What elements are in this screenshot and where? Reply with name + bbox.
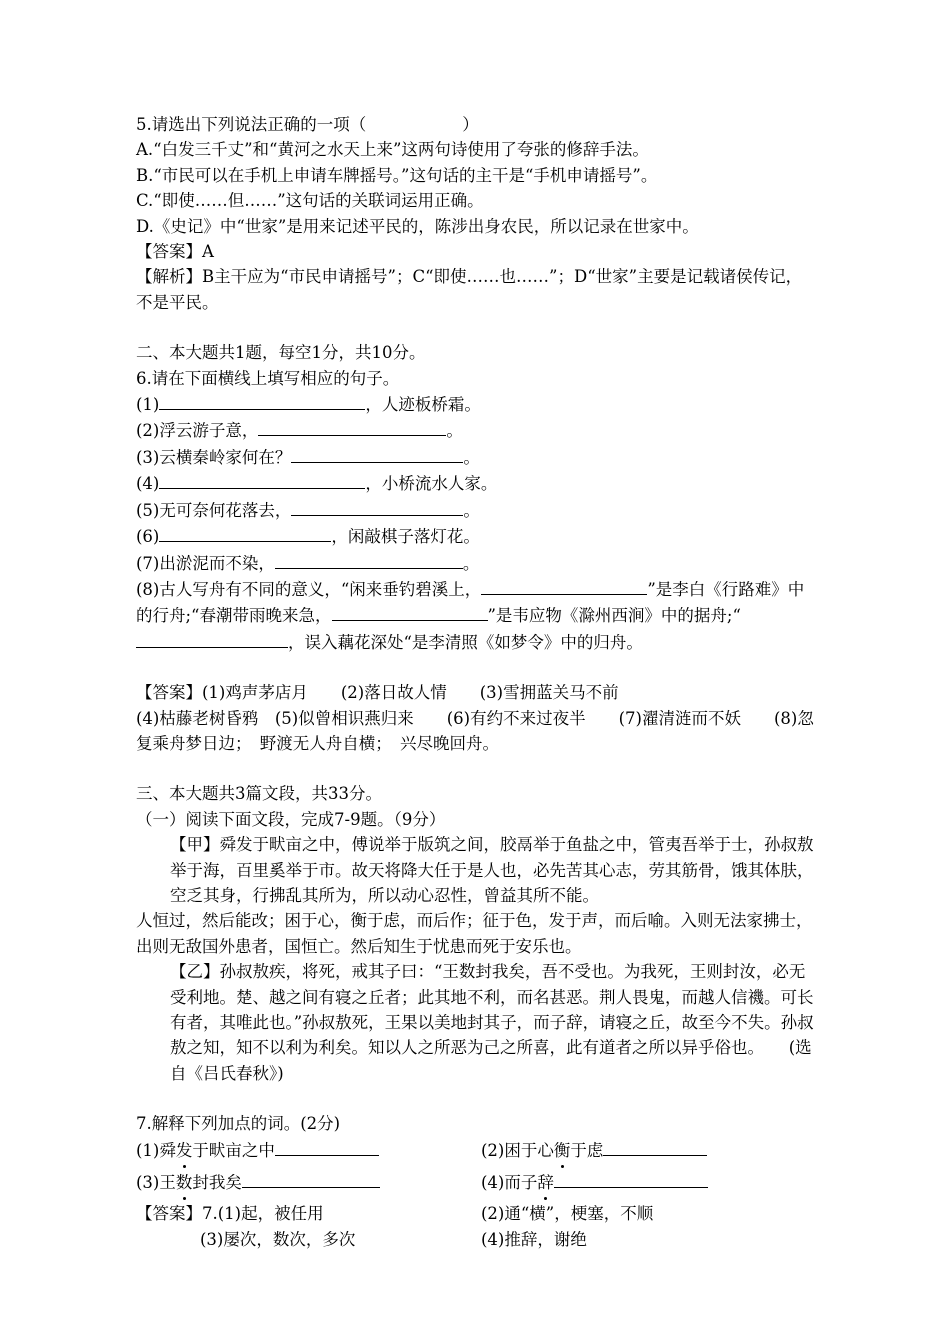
q7-item-2: (2)困于心衡于虑 xyxy=(481,1137,707,1163)
fill-blank[interactable] xyxy=(332,602,488,621)
q6-answer-line-1: 【答案】(1)鸡声茅店月 (2)落日故人情 (3)雪拥蓝关马不前 xyxy=(136,683,619,703)
q5-stem: 5.请选出下列说法正确的一项（ ） xyxy=(136,115,479,134)
fill-blank[interactable] xyxy=(159,391,365,410)
q7-item-1: (1)舜发于畎亩之中 xyxy=(136,1137,481,1163)
q6-item-2: (2)浮云游子意， 。 xyxy=(136,417,816,443)
q6-stem: 6.请在下面横线上填写相应的句子。 xyxy=(136,368,400,388)
q6-item-7: (7)出淤泥而不染， 。 xyxy=(136,550,816,576)
document-page xyxy=(136,112,816,1252)
q6-item-6: (6) ，闲敲棋子落灯花。 xyxy=(136,523,816,549)
fill-blank[interactable] xyxy=(159,523,331,542)
q5-option-d: D.《史记》中“世家”是用来记述平民的，陈涉出身农民，所以记录在世家中。 xyxy=(136,216,699,236)
q7-answer-4: (4)推辞，谢绝 xyxy=(481,1229,587,1249)
passage-jia-continued: 人恒过，然后能改；困于心，衡于虑，而后作；征于色，发于声，而后喻。入则无法家拂士，出则无敌国外患者，国恒亡。然后知生于忧患而死于安乐也。 xyxy=(136,911,813,956)
fill-blank[interactable] xyxy=(242,1169,380,1188)
q6-item-3: (3)云横秦岭家何在？ 。 xyxy=(136,444,816,470)
q7-answer-3: (3)屡次，数次，多次 xyxy=(200,1229,356,1249)
q7-answer-2: (2)通“横”，梗塞，不顺 xyxy=(481,1204,654,1224)
q5-option-b: B.“市民可以在手机上申请车牌摇号。”这句话的主干是“手机申请摇号”。 xyxy=(136,165,658,185)
fill-blank[interactable] xyxy=(275,550,463,569)
q6-item-5: (5)无可奈何花落去， 。 xyxy=(136,497,816,523)
dotted-word: 数 xyxy=(176,1170,193,1195)
q5-option-c: C.“即使……但……”这句话的关联词运用正确。 xyxy=(136,191,484,211)
part3-heading: 三、本大题共3篇文段，共33分。 xyxy=(136,784,382,804)
q7-row-2 xyxy=(136,1169,816,1195)
q7-answer-1: 【答案】7.(1)起，被任用 xyxy=(136,1204,324,1224)
q7-item-4: (4)而子辞 xyxy=(481,1169,708,1195)
fill-blank[interactable] xyxy=(291,497,463,516)
q6-item-1: (1) ，人迹板桥霜。 xyxy=(136,391,816,417)
q5-answer: 【答案】A xyxy=(136,242,214,262)
q6-item-8: (8)古人写舟有不同的意义，“闲来垂钓碧溪上， ”是李白《行路难》中的行舟;“春潮带雨晚来急， ”是韦应物《滁州西涧》中的据舟;“，误入藕花深处“是李清照《如梦令》中的归舟。 xyxy=(136,576,816,655)
q7-row-1 xyxy=(136,1137,816,1163)
fill-blank[interactable] xyxy=(481,576,647,595)
dotted-word: 辞 xyxy=(537,1170,554,1195)
fill-blank[interactable] xyxy=(554,1169,708,1188)
q7-answer-row-2 xyxy=(136,1227,816,1252)
dotted-word: 衡 xyxy=(554,1138,571,1163)
fill-blank[interactable] xyxy=(291,444,463,463)
fill-blank[interactable] xyxy=(603,1137,707,1156)
q5-option-a: A.“白发三千丈”和“黄河之水天上来”这两句诗使用了夸张的修辞手法。 xyxy=(136,140,649,160)
q6-answer-line-2: (4)枯藤老树昏鸦 (5)似曾相识燕归来 (6)有约不来过夜半 (7)濯清涟而不妖 (8)忽复乘舟梦日边； 野渡无人舟自横； 兴尽晚回舟。 xyxy=(136,708,814,753)
fill-blank[interactable] xyxy=(258,417,446,436)
fill-blank[interactable] xyxy=(136,629,288,648)
passage-yi: 【乙】孙叔敖疾，将死，戒其子曰：“王数封我矣，吾不受也。为我死，王则封汝，必无受利地。楚、越之间有寝之丘者；此其地不利，而名甚恶。荆人畏鬼，而越人信禨。可长有者，其唯此也。”孙叔敖死，王果以美地封其子，而子辞，请寝之丘，故至今不失。孙叔敖之知，知不以利为利矣。知以人之所恶为己之所喜，此有道者之所以异乎俗也。 (选自《吕氏春秋》) xyxy=(170,962,814,1083)
fill-blank[interactable] xyxy=(159,470,365,489)
fill-blank[interactable] xyxy=(275,1137,379,1156)
passage-jia: 【甲】舜发于畎亩之中，傅说举于版筑之间，胶鬲举于鱼盐之中，管夷吾举于士，孙叔敖举于海，百里奚举于市。故天将降大任于是人也，必先苦其心志，劳其筋骨，饿其体肤，空乏其身，行拂乱其所为，所以动心忍性，曾益其所不能。 xyxy=(170,835,814,905)
q6-item-4: (4) ，小桥流水人家。 xyxy=(136,470,816,496)
part2-heading: 二、本大题共1题，每空1分，共10分。 xyxy=(136,343,426,363)
q7-answer-row-1 xyxy=(136,1201,816,1226)
q7-stem: 7.解释下列加点的词。(2分) xyxy=(136,1114,341,1134)
dotted-word: 发 xyxy=(176,1138,193,1163)
q5-analysis: 【解析】B主干应为“市民申请摇号”；C“即使……也……”；D“世家”主要是记载诸侯传记，不是平民。 xyxy=(136,267,803,312)
passage-sub-heading: （一）阅读下面文段，完成7-9题。（9分） xyxy=(136,809,446,829)
q7-item-3: (3)王数封我矣 xyxy=(136,1169,481,1195)
